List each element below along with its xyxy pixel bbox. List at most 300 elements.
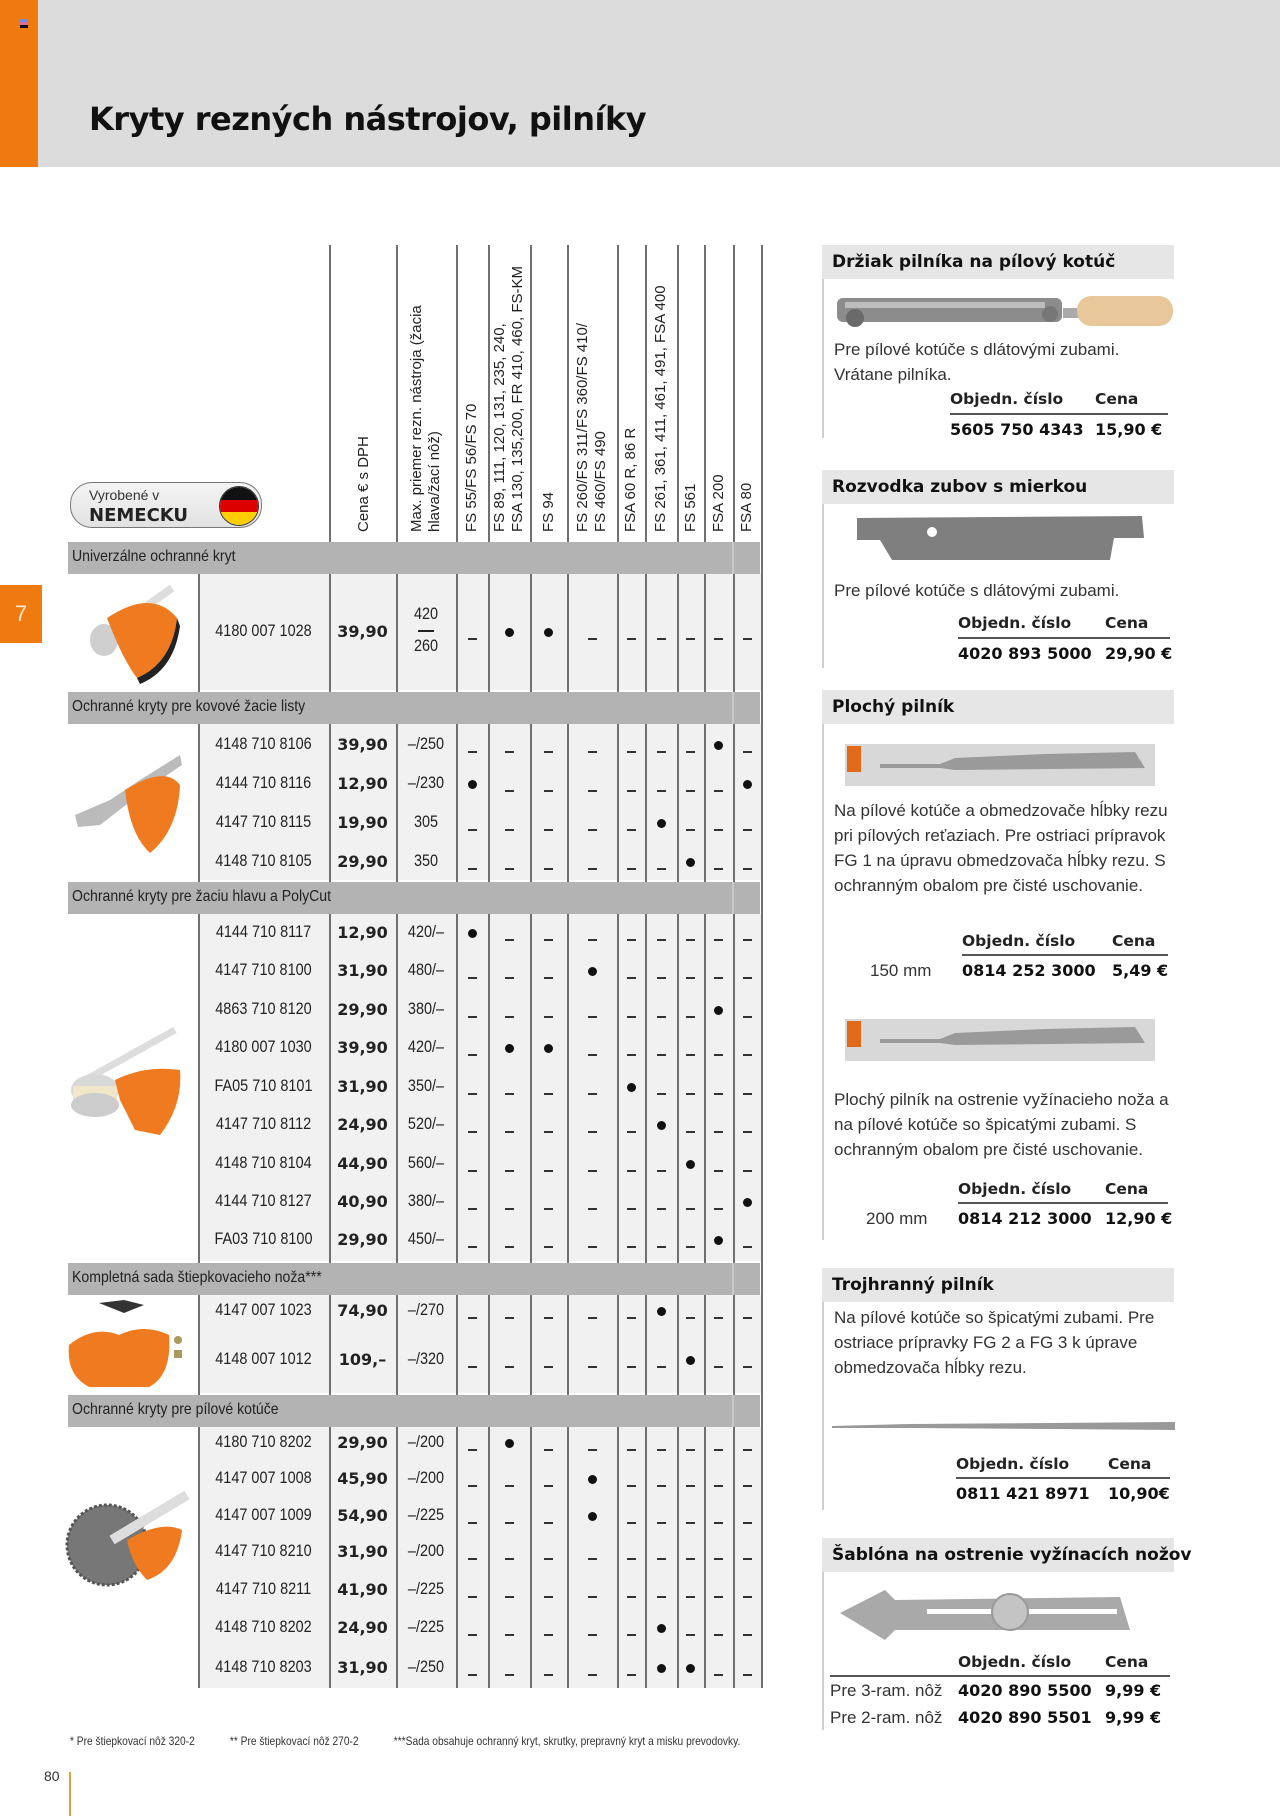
not-compatible-dash-icon	[530, 1200, 567, 1216]
not-compatible-dash-icon	[530, 821, 567, 837]
not-compatible-dash-icon	[488, 1514, 530, 1530]
panel-divider	[822, 690, 824, 1240]
not-compatible-dash-icon	[645, 1008, 677, 1024]
not-compatible-dash-icon	[567, 782, 617, 798]
footnote: ***Sada obsahuje ochranný kryt, skrutky, prepravný kryt a misku prevodovky.	[393, 1734, 741, 1748]
not-compatible-dash-icon	[617, 1200, 645, 1216]
not-compatible-dash-icon	[704, 969, 733, 985]
not-compatible-dash-icon	[677, 1046, 704, 1062]
not-compatible-dash-icon	[677, 1309, 704, 1325]
price-header: Cena	[1105, 1653, 1149, 1671]
compatible-dot-icon	[645, 1620, 677, 1636]
not-compatible-dash-icon	[530, 1588, 567, 1604]
price: 29,90	[337, 1000, 388, 1019]
product-image-orange-trimmer-head-guard	[65, 1010, 185, 1145]
not-compatible-dash-icon	[677, 743, 704, 759]
panel-description: Plochý pilník na ostrenie vyžínacieho noža a na pílové kotúče so špicatými zubami. S ochranným obalom pre čisté uschovanie.	[834, 1090, 1169, 1159]
compatible-dot-icon	[645, 1660, 677, 1676]
not-compatible-dash-icon	[733, 931, 761, 947]
not-compatible-dash-icon	[645, 860, 677, 876]
not-compatible-dash-icon	[456, 1441, 488, 1457]
compatible-dot-icon	[677, 1660, 704, 1676]
price: 39,90	[337, 735, 388, 754]
not-compatible-dash-icon	[456, 821, 488, 837]
order-code: 4147 007 1008	[215, 1468, 312, 1487]
not-compatible-dash-icon	[456, 1550, 488, 1566]
chapter-tab[interactable]: 7	[0, 585, 42, 643]
not-compatible-dash-icon	[704, 630, 733, 646]
not-compatible-dash-icon	[645, 931, 677, 947]
not-compatible-dash-icon	[617, 1123, 645, 1139]
not-compatible-dash-icon	[617, 1309, 645, 1325]
not-compatible-dash-icon	[456, 1514, 488, 1530]
not-compatible-dash-icon	[617, 931, 645, 947]
order-code: 4144 710 8117	[215, 922, 312, 941]
order-code: 4020 890 5501	[958, 1708, 1092, 1727]
max-diameter: 380/–	[407, 999, 445, 1018]
not-compatible-dash-icon	[456, 1626, 488, 1642]
not-compatible-dash-icon	[645, 1588, 677, 1604]
order-code: FA03 710 8100	[214, 1229, 313, 1248]
not-compatible-dash-icon	[704, 1441, 733, 1457]
not-compatible-dash-icon	[704, 1123, 733, 1139]
section-header-divider	[732, 542, 734, 574]
compatible-dot-icon	[704, 1002, 733, 1018]
max-diameter: –/230	[407, 773, 445, 792]
column-header-line: FSA 80	[738, 482, 755, 532]
order-code: 5605 750 4343	[950, 420, 1084, 439]
price: 12,90	[337, 774, 388, 793]
not-compatible-dash-icon	[677, 1123, 704, 1139]
not-compatible-dash-icon	[645, 969, 677, 985]
not-compatible-dash-icon	[617, 1514, 645, 1530]
size-label: Pre 3-ram. nôž	[830, 1681, 943, 1700]
compatible-dot-icon	[677, 1352, 704, 1368]
panel-title-bar	[822, 690, 1174, 724]
not-compatible-dash-icon	[488, 821, 530, 837]
not-compatible-dash-icon	[704, 1046, 733, 1062]
compatible-dot-icon	[567, 963, 617, 979]
not-compatible-dash-icon	[645, 1046, 677, 1062]
price: 109,–	[338, 1350, 387, 1369]
not-compatible-dash-icon	[733, 630, 761, 646]
not-compatible-dash-icon	[456, 1238, 488, 1254]
price: 5,49 €	[1112, 961, 1169, 980]
page-number-rule	[69, 1772, 71, 1816]
not-compatible-dash-icon	[733, 969, 761, 985]
not-compatible-dash-icon	[704, 1162, 733, 1178]
not-compatible-dash-icon	[530, 1008, 567, 1024]
order-code: 4863 710 8120	[215, 999, 312, 1018]
menu-icon[interactable]	[20, 19, 28, 28]
not-compatible-dash-icon	[488, 1008, 530, 1024]
order-code: 4180 710 8202	[215, 1432, 312, 1451]
max-diameter: –/225	[407, 1617, 445, 1636]
not-compatible-dash-icon	[645, 1238, 677, 1254]
price: 44,90	[337, 1154, 388, 1173]
not-compatible-dash-icon	[530, 1514, 567, 1530]
not-compatible-dash-icon	[704, 1550, 733, 1566]
panel-title: Plochý pilník	[832, 697, 955, 717]
not-compatible-dash-icon	[617, 1477, 645, 1493]
not-compatible-dash-icon	[677, 782, 704, 798]
not-compatible-dash-icon	[733, 821, 761, 837]
not-compatible-dash-icon	[733, 1441, 761, 1457]
section-title: Ochranné kryty pre pílové kotúče	[72, 1401, 279, 1418]
not-compatible-dash-icon	[617, 1550, 645, 1566]
size-label: 200 mm	[866, 1209, 928, 1228]
not-compatible-dash-icon	[456, 1162, 488, 1178]
section-header-divider	[732, 1395, 734, 1427]
product-image-tooth-setter	[852, 510, 1152, 570]
column-header-line: FSA 200	[709, 474, 727, 532]
not-compatible-dash-icon	[567, 1085, 617, 1101]
panel-title-bar	[822, 470, 1174, 504]
column-header-line: Cena € s DPH	[355, 436, 372, 532]
fraction-bar	[418, 630, 434, 632]
not-compatible-dash-icon	[530, 1085, 567, 1101]
section-header-divider	[732, 692, 734, 724]
order-code: 4020 890 5500	[958, 1681, 1092, 1700]
panel-title-bar	[822, 245, 1174, 279]
footnotes	[70, 1734, 773, 1748]
not-compatible-dash-icon	[567, 1123, 617, 1139]
compatible-dot-icon	[456, 776, 488, 792]
column-header-line: FSA 60 R, 86 R	[622, 427, 639, 532]
badge-line1: Vyrobené v	[89, 487, 160, 503]
max-diameter: 420/–	[407, 922, 445, 941]
germany-flag-icon	[219, 486, 259, 526]
order-code: 4147 710 8211	[215, 1579, 312, 1598]
column-header	[408, 305, 444, 532]
column-header-line: FS 561	[681, 483, 699, 532]
panel-title: Šablóna na ostrenie vyžínacích nožov	[832, 1545, 1192, 1565]
not-compatible-dash-icon	[733, 1123, 761, 1139]
panel-title-bar	[822, 1538, 1192, 1572]
not-compatible-dash-icon	[530, 1441, 567, 1457]
column-header	[463, 404, 481, 532]
footnote: * Pre štiepkovací nôž 320-2	[70, 1734, 195, 1748]
not-compatible-dash-icon	[456, 860, 488, 876]
table-rule	[950, 413, 1168, 415]
column-header	[622, 428, 640, 532]
compatible-dot-icon	[677, 854, 704, 870]
not-compatible-dash-icon	[488, 1309, 530, 1325]
not-compatible-dash-icon	[530, 782, 567, 798]
max-diameter: 380/–	[407, 1191, 445, 1210]
product-image-sharpening-template	[835, 1585, 1135, 1650]
price: 10,90€	[1108, 1484, 1170, 1503]
column-header	[491, 266, 527, 532]
section-header-divider	[732, 1263, 734, 1295]
not-compatible-dash-icon	[567, 1626, 617, 1642]
not-compatible-dash-icon	[733, 1046, 761, 1062]
not-compatible-dash-icon	[456, 1588, 488, 1604]
page-title: Kryty rezných nástrojov, pilníky	[89, 100, 647, 138]
size-label: Pre 2-ram. nôž	[830, 1708, 943, 1727]
price: 54,90	[337, 1506, 388, 1525]
made-in-germany-badge	[70, 482, 262, 528]
order-code: 4148 710 8105	[215, 851, 312, 870]
not-compatible-dash-icon	[488, 1200, 530, 1216]
not-compatible-dash-icon	[704, 821, 733, 837]
not-compatible-dash-icon	[567, 1441, 617, 1457]
not-compatible-dash-icon	[733, 860, 761, 876]
not-compatible-dash-icon	[677, 1626, 704, 1642]
not-compatible-dash-icon	[530, 1358, 567, 1374]
price: 29,90	[337, 1230, 388, 1249]
max-diameter: 350	[413, 851, 439, 870]
not-compatible-dash-icon	[456, 1085, 488, 1101]
table-rule	[958, 1202, 1168, 1204]
compatible-dot-icon	[704, 737, 733, 753]
footnote: ** Pre štiepkovací nôž 270-2	[229, 1734, 359, 1748]
not-compatible-dash-icon	[677, 1238, 704, 1254]
not-compatible-dash-icon	[733, 743, 761, 759]
not-compatible-dash-icon	[677, 1550, 704, 1566]
not-compatible-dash-icon	[456, 1008, 488, 1024]
not-compatible-dash-icon	[530, 743, 567, 759]
not-compatible-dash-icon	[733, 1008, 761, 1024]
order-code: 4148 007 1012	[215, 1349, 312, 1368]
not-compatible-dash-icon	[645, 1200, 677, 1216]
price: 19,90	[337, 813, 388, 832]
not-compatible-dash-icon	[677, 931, 704, 947]
not-compatible-dash-icon	[456, 1477, 488, 1493]
column-header-line: hlava/žací nôž)	[426, 431, 443, 532]
max-diameter: 350/–	[407, 1076, 445, 1095]
not-compatible-dash-icon	[530, 1238, 567, 1254]
not-compatible-dash-icon	[456, 1666, 488, 1682]
order-code: 4148 710 8202	[215, 1617, 312, 1636]
not-compatible-dash-icon	[704, 1588, 733, 1604]
order-code: 0811 421 8971	[956, 1484, 1090, 1503]
price: 39,90	[337, 622, 388, 641]
compatible-dot-icon	[488, 1435, 530, 1451]
header-band	[38, 0, 1280, 167]
order-code: 4144 710 8127	[215, 1191, 312, 1210]
not-compatible-dash-icon	[704, 931, 733, 947]
max-diameter: –/250	[407, 1657, 445, 1676]
compatible-dot-icon	[567, 1471, 617, 1487]
price: 31,90	[337, 1077, 388, 1096]
price: 12,90 €	[1105, 1209, 1173, 1228]
not-compatible-dash-icon	[456, 1123, 488, 1139]
not-compatible-dash-icon	[617, 821, 645, 837]
not-compatible-dash-icon	[645, 1550, 677, 1566]
not-compatible-dash-icon	[704, 1626, 733, 1642]
not-compatible-dash-icon	[704, 1477, 733, 1493]
not-compatible-dash-icon	[488, 1588, 530, 1604]
not-compatible-dash-icon	[567, 1550, 617, 1566]
not-compatible-dash-icon	[617, 1162, 645, 1178]
not-compatible-dash-icon	[488, 969, 530, 985]
panel-divider	[822, 1268, 824, 1510]
not-compatible-dash-icon	[617, 1008, 645, 1024]
table-rule	[830, 1675, 1170, 1677]
not-compatible-dash-icon	[530, 1477, 567, 1493]
not-compatible-dash-icon	[704, 1514, 733, 1530]
price: 45,90	[337, 1469, 388, 1488]
not-compatible-dash-icon	[677, 1588, 704, 1604]
section-title: Univerzálne ochranné kryt	[72, 548, 236, 565]
not-compatible-dash-icon	[617, 1238, 645, 1254]
order-code: 4180 007 1030	[215, 1037, 312, 1056]
not-compatible-dash-icon	[530, 1162, 567, 1178]
price: 29,90 €	[1105, 644, 1173, 663]
section-header	[68, 882, 760, 914]
product-image-triangular-file	[830, 1418, 1175, 1439]
price-header: Cena	[1095, 390, 1139, 408]
not-compatible-dash-icon	[488, 782, 530, 798]
column-header-price	[355, 436, 373, 532]
not-compatible-dash-icon	[530, 1626, 567, 1642]
order-code: 4147 710 8112	[215, 1114, 312, 1133]
order-code: 4020 893 5000	[958, 644, 1092, 663]
panel-description: Na pílové kotúče so špicatými zubami. Pre ostriace prípravky FG 2 a FG 3 k úprave obmedzovača hĺbky rezu.	[834, 1308, 1155, 1377]
compatible-dot-icon	[677, 1156, 704, 1172]
panel-title: Trojhranný pilník	[832, 1275, 994, 1295]
panel-title-bar	[822, 1268, 1174, 1302]
section-title: Ochranné kryty pre žaciu hlavu a PolyCut	[72, 888, 332, 905]
order-code: 4147 007 1023	[215, 1300, 312, 1319]
order-code: 4147 007 1009	[215, 1505, 312, 1524]
price: 15,90 €	[1095, 420, 1163, 439]
page-number: 80	[44, 1768, 60, 1784]
not-compatible-dash-icon	[488, 860, 530, 876]
not-compatible-dash-icon	[645, 1358, 677, 1374]
max-diameter: –/200	[407, 1541, 445, 1560]
panel-description: Pre pílové kotúče s dlátovými zubami.	[834, 581, 1120, 600]
not-compatible-dash-icon	[733, 1514, 761, 1530]
compatible-dot-icon	[488, 624, 530, 640]
not-compatible-dash-icon	[456, 1358, 488, 1374]
section-header	[68, 1395, 760, 1427]
max-diameter: 420/–	[407, 1037, 445, 1056]
order-code: 4144 710 8116	[215, 773, 312, 792]
not-compatible-dash-icon	[488, 931, 530, 947]
not-compatible-dash-icon	[530, 1123, 567, 1139]
not-compatible-dash-icon	[530, 1550, 567, 1566]
not-compatible-dash-icon	[567, 931, 617, 947]
column-header	[738, 483, 756, 532]
column-header-line: FSA 130, 135,200, FR 410, 460, FS-KM	[509, 266, 526, 532]
not-compatible-dash-icon	[567, 743, 617, 759]
section-header-divider	[732, 882, 734, 914]
column-header-line: FS 261, 361, 411, 461, 491, FSA 400	[652, 285, 669, 532]
compatible-dot-icon	[456, 925, 488, 941]
max-diameter: 560/–	[407, 1153, 445, 1172]
price: 41,90	[337, 1580, 388, 1599]
not-compatible-dash-icon	[567, 1008, 617, 1024]
not-compatible-dash-icon	[677, 1008, 704, 1024]
not-compatible-dash-icon	[488, 1123, 530, 1139]
not-compatible-dash-icon	[488, 1626, 530, 1642]
not-compatible-dash-icon	[677, 821, 704, 837]
price: 31,90	[337, 1658, 388, 1677]
column-header	[710, 474, 728, 532]
section-header	[68, 542, 760, 574]
product-image-orange-universal-guard	[82, 578, 187, 693]
price: 74,90	[337, 1301, 388, 1320]
order-number-header: Objedn. číslo	[962, 932, 1076, 950]
not-compatible-dash-icon	[530, 931, 567, 947]
price-header: Cena	[1105, 614, 1149, 632]
not-compatible-dash-icon	[733, 1588, 761, 1604]
max-diameter: –/250	[407, 734, 445, 753]
column-header-line: Max. priemer rezn. nástroja (žacia	[408, 305, 425, 532]
panel-title: Držiak pilníka na pílový kotúč	[832, 252, 1116, 272]
panel-description: Na pílové kotúče a obmedzovače hĺbky rezu pri pílových reťaziach. Pre ostriaci prípravok FG 1 na úpravu obmedzovača hĺbky rezu. S ochranným obalom pre čisté uschovanie.	[834, 801, 1168, 895]
not-compatible-dash-icon	[645, 1162, 677, 1178]
not-compatible-dash-icon	[733, 1162, 761, 1178]
column-header-line: FS 94	[539, 491, 557, 532]
compatible-dot-icon	[567, 1508, 617, 1524]
accent-bar	[0, 0, 38, 167]
not-compatible-dash-icon	[645, 743, 677, 759]
compatible-dot-icon	[645, 1303, 677, 1319]
product-image-saw-blade-guard	[62, 1480, 192, 1595]
not-compatible-dash-icon	[677, 1514, 704, 1530]
table-rule	[956, 1477, 1170, 1479]
not-compatible-dash-icon	[617, 1441, 645, 1457]
price: 9,99 €	[1105, 1681, 1162, 1700]
not-compatible-dash-icon	[488, 1238, 530, 1254]
compatible-dot-icon	[488, 1040, 530, 1056]
compatible-dot-icon	[733, 1194, 761, 1210]
not-compatible-dash-icon	[567, 1162, 617, 1178]
not-compatible-dash-icon	[645, 630, 677, 646]
not-compatible-dash-icon	[733, 1085, 761, 1101]
not-compatible-dash-icon	[456, 1309, 488, 1325]
product-image-flat-file-200	[845, 1015, 1155, 1070]
not-compatible-dash-icon	[456, 743, 488, 759]
not-compatible-dash-icon	[530, 860, 567, 876]
order-code: FA05 710 8101	[214, 1076, 313, 1095]
not-compatible-dash-icon	[567, 1046, 617, 1062]
not-compatible-dash-icon	[567, 630, 617, 646]
price: 9,99 €	[1105, 1708, 1162, 1727]
order-code: 4180 007 1028	[215, 621, 312, 640]
not-compatible-dash-icon	[456, 1200, 488, 1216]
column-header	[652, 285, 670, 532]
price-header: Cena	[1105, 1180, 1149, 1198]
not-compatible-dash-icon	[567, 1309, 617, 1325]
not-compatible-dash-icon	[617, 1666, 645, 1682]
max-diameter: –/200	[407, 1432, 445, 1451]
product-image-orange-shredder-blade-kit	[64, 1295, 184, 1400]
max-diameter-head: 420	[413, 604, 439, 623]
order-code: 0814 252 3000	[962, 961, 1096, 980]
max-diameter-blade: 260	[413, 636, 439, 655]
not-compatible-dash-icon	[567, 1238, 617, 1254]
price-header: Cena	[1112, 932, 1156, 950]
not-compatible-dash-icon	[488, 1162, 530, 1178]
not-compatible-dash-icon	[488, 1666, 530, 1682]
not-compatible-dash-icon	[488, 1477, 530, 1493]
not-compatible-dash-icon	[733, 1309, 761, 1325]
max-diameter: –/200	[407, 1468, 445, 1487]
max-diameter: –/270	[407, 1300, 445, 1319]
not-compatible-dash-icon	[617, 1588, 645, 1604]
not-compatible-dash-icon	[645, 782, 677, 798]
not-compatible-dash-icon	[645, 1514, 677, 1530]
column-header-line: FS 260/FS 311/FS 360/FS 410/	[574, 322, 591, 532]
not-compatible-dash-icon	[567, 1358, 617, 1374]
not-compatible-dash-icon	[567, 1588, 617, 1604]
order-number-header: Objedn. číslo	[950, 390, 1064, 408]
not-compatible-dash-icon	[530, 969, 567, 985]
